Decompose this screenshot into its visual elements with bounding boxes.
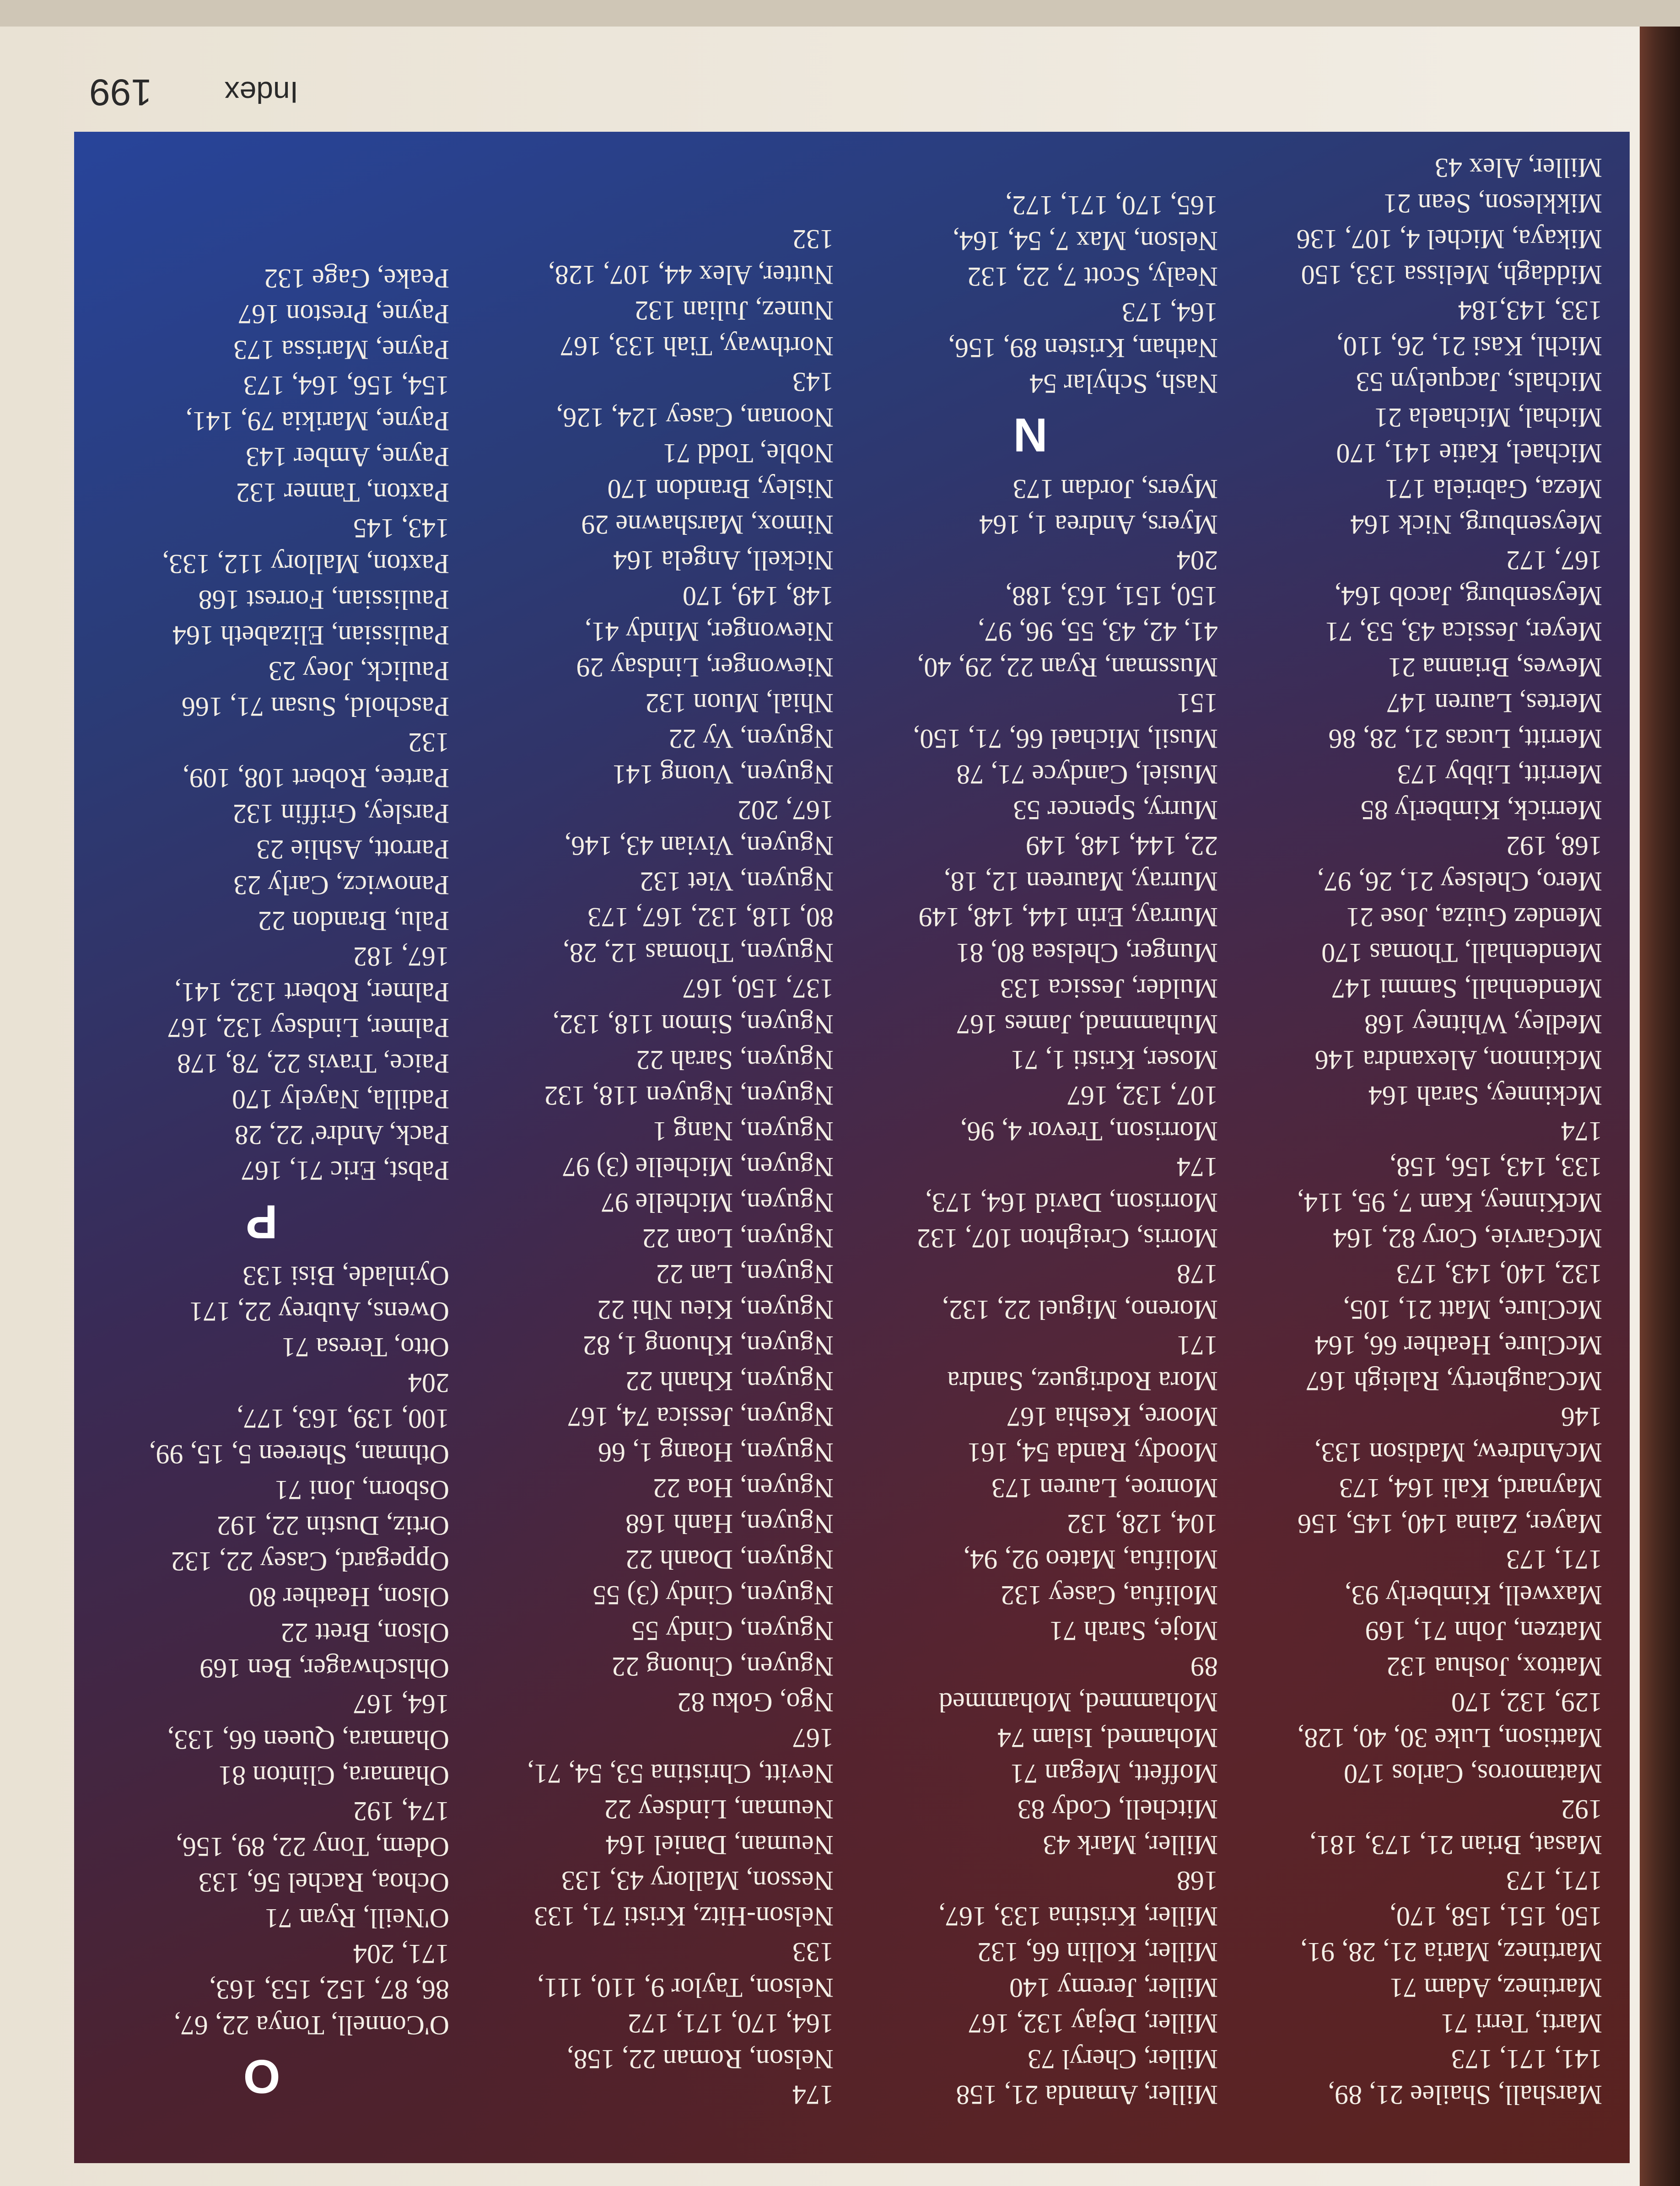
section-label: Index [224,75,298,109]
index-entry: Nguyen, Khuong 1, 82 [582,1330,834,1361]
index-entry: Nguyen, Michelle 97 [601,1188,834,1218]
index-entry: Payne, Preston 167 [238,299,449,329]
index-entry: 164, 167 [353,1689,449,1719]
index-entry: Mikaya, Michel 4, 107, 136 [1296,224,1602,254]
book-spine [1640,0,1680,2186]
index-entry: 167, 202 [738,795,834,825]
index-entry: Middagh, Melissa 133, 150 [1301,260,1602,290]
index-entry: Mero, Chelsey 21, 26, 97, [1317,867,1602,897]
index-entry: Murray, Erin 144, 148, 149 [918,902,1218,932]
index-column-1 [1227,150,1602,2113]
index-entry: Murray, Maureen 12, 18, [943,867,1218,897]
index-column-2 [843,188,1218,2113]
index-entry: Neuman, Daniel 164 [605,1830,834,1860]
index-entry: Peake, Gage 132 [264,264,449,294]
index-entry: Maxwell, Kimberly 93, [1344,1580,1602,1610]
index-entry: Nealy, Scott 7, 22, 132 [967,262,1218,292]
index-entry: Mendenhall, Sammi 147 [1331,974,1602,1004]
index-entry: Meysenburg, Nick 164 [1350,510,1602,540]
index-entry: Payne, Marikia 79, 141, [185,406,449,436]
index-entry: Miller, Cheryl 73 [1028,2044,1218,2074]
index-entry: 80, 118, 132, 167, 173 [587,902,834,932]
index-entry: Muhammad, James 167 [956,1009,1218,1039]
index-entry: 129, 132, 170 [1451,1687,1602,1718]
index-entry: Martinez, Adam 71 [1389,1973,1602,2003]
index-entry: McAndrew, Madison 133, [1314,1438,1602,1468]
index-entry: Michl, Kasi 21, 26, 110, [1336,331,1602,361]
index-entry: 167, 172 [1506,545,1602,576]
index-column-4 [74,261,449,2113]
index-entry: 133, 143, 156, 158, [1389,1152,1602,1182]
index-entry: Musil, Michael 66, 71, 150, [913,724,1218,754]
index-entry: 151 [1177,688,1218,718]
index-entry: Mewes, Brianna 21 [1388,652,1602,683]
index-entry: Nguyen, Michelle (3) 97 [562,1152,834,1182]
index-entry: 171, 204 [353,1939,449,1969]
index-entry: Nelson-Hitz, Kristi 71, 133 [534,1901,834,1932]
index-entry: 132 [792,224,834,254]
index-entry: Matzen, John 71, 169 [1365,1616,1602,1646]
index-entry: Nguyen, Vy 22 [668,724,834,754]
index-entry: Mora Rodriguez, Sandra [947,1366,1218,1396]
index-entry: Niewonger, Lindsay 29 [576,652,834,683]
index-entry: Paschold, Susan 71, 166 [182,692,449,722]
index-entry: Mohammed, Mohammed [939,1687,1218,1718]
index-entry: McKinney, Kam 7, 95, 114, [1297,1188,1602,1218]
index-entry: Matamoros, Carlos 170 [1344,1759,1602,1789]
index-entry: Nutter, Alex 44, 107, 128, [548,260,834,290]
index-entry: 174 [1177,1152,1218,1182]
index-entry: Nguyen, Kieu Nhi 22 [597,1295,834,1325]
index-entry: Monroe, Lauren 173 [991,1473,1218,1503]
index-entry: Nickell, Angela 164 [613,545,834,576]
index-entry: 143, 145 [353,513,449,544]
index-entry: 168 [1177,1866,1218,1896]
index-entry: Merritt, Libby 173 [1397,759,1602,790]
index-entry: Noble, Todd 71 [662,438,834,468]
index-entry: Otto, Teresa 71 [281,1332,449,1362]
index-entry: Oppegard, Casey 22, 132 [171,1546,449,1577]
index-entry: Marti, Terri 71 [1441,2008,1602,2039]
index-entry: Nash, Schylar 54 [1029,369,1218,399]
index-entry: Parsley, Griffin 132 [232,799,449,829]
index-entry: 204 [408,1368,449,1398]
index-entry: Miller, Mark 43 [1043,1830,1218,1860]
index-entry: Marshall, Shailee 21, 89, [1328,2080,1602,2110]
index-entry: Mikkleson, Sean 21 [1383,188,1602,219]
index-entry: Merrick, Kimberly 85 [1360,795,1602,825]
index-entry: Mckinnon, Alexandra 146 [1314,1045,1602,1075]
index-entry: Nguyen, Thomas 12, 28, [562,938,834,968]
index-entry: Murry, Spencer 53 [1013,795,1218,825]
index-entry: Pabst, Eric 71, 167 [241,1156,449,1186]
index-entry: Mendenhall, Thomas 170 [1321,938,1602,968]
index-column-3 [458,221,834,2113]
index-entry: Mussman, Ryan 22, 29, 40, [917,652,1218,683]
index-entry: Palu, Brandon 22 [258,906,449,936]
index-entry: Moje, Sarah 71 [1049,1616,1218,1646]
index-entry: Morris, Creighton 107, 132 [916,1223,1218,1254]
index-entry: 133 [792,1937,834,1967]
index-entry: Nguyen, Chuong 22 [612,1652,834,1682]
index-entry: Partee, Robert 108, 109, [182,763,449,793]
index-entry: 154, 156, 164, 173 [243,371,449,401]
index-entry: 174 [792,2080,834,2110]
index-entry: Panowicz, Carly 23 [233,870,449,900]
index-entry: Medley, Whitney 168 [1364,1009,1602,1039]
index-entry: Payne, Amber 143 [246,442,449,472]
index-entry: Mattox, Joshua 132 [1386,1652,1602,1682]
index-entry: Othman, Shereen 5, 15, 99, [149,1439,449,1470]
index-entry: Ngo, Goku 82 [677,1687,834,1718]
index-entry: Nguyen, Cindy (3) 55 [592,1580,834,1610]
index-entry: Paulissian, Forrest 168 [198,585,449,615]
index-entry: Masat, Brian 21, 173, 181, [1309,1830,1602,1860]
index-section-letter: N [1013,408,1048,461]
index-entry: 107, 132, 167 [1067,1081,1218,1111]
index-entry: Ohamara, Clinton 81 [218,1761,449,1791]
index-entry: 171, 173 [1506,1866,1602,1896]
index-entry: McClure, Heather 66, 164 [1314,1330,1602,1361]
index-entry: Munger, Chelsea 80, 81 [956,938,1218,968]
index-entry: 86, 87, 152, 153, 163, [209,1975,449,2005]
index-entry: Owens, Aubrey 22, 171 [189,1297,449,1327]
index-entry: Ohamara, Queen 66, 133, [167,1725,449,1755]
index-entry: Ochoa, Rachel 56, 133 [198,1868,449,1898]
index-entry: Padilla, Nayely 170 [232,1084,449,1115]
index-entry: Ohlschwager, Ben 169 [199,1653,449,1684]
index-entry: Nunez, Julian 132 [635,296,834,326]
page-footer [42,63,298,113]
index-entry: Nathan, Kristen 89, 156, [948,333,1218,363]
index-entry: Nelson, Taylor 9, 110, 111, [537,1973,834,2003]
index-entry: Michal, Michaela 21 [1374,403,1602,433]
index-entry: Palmer, Robert 132, 141, [174,977,449,1007]
index-entry: 167, 182 [353,942,449,972]
index-entry: Moreno, Miguel 22, 132, [942,1295,1218,1325]
index-entry: Molifua, Casey 132 [1001,1580,1218,1610]
index-entry: 174, 192 [353,1796,449,1826]
index-entry: Niewonger, Mindy 41, [584,617,834,647]
index-entry: 137, 150, 167 [683,974,834,1004]
index-entry: Paice, Travis 22, 78, 178 [177,1049,449,1079]
index-entry: Molifua, Mateo 92, 94, [963,1545,1218,1575]
index-entry: 133, 143,184 [1458,296,1602,326]
index-entry: 164, 173 [1122,297,1218,328]
index-entry: Mattison, Luke 30, 40, 128, [1297,1723,1602,1753]
index-entry: Nguyen, Khanh 22 [625,1366,834,1396]
index-entry: Paxton, Tanner 132 [236,478,449,508]
index-entry: 132, 140, 143, 173 [1396,1259,1602,1289]
index-entry: O'Neill, Ryan 71 [264,1903,449,1933]
index-entry: Myers, Andrea 1, 164 [979,510,1218,540]
index-entry: 178 [1177,1259,1218,1289]
index-entry: 171 [1177,1330,1218,1361]
index-panel [74,132,1630,2163]
index-entry: Oyinlade, Bisi 133 [242,1261,449,1291]
index-entry: Payne, Marissa 173 [233,335,449,365]
index-entry: Miller, Kollin 66, 132 [977,1937,1218,1967]
index-entry: Nguyen, Nang 1 [653,1116,834,1147]
index-entry: Nelson, Max 7, 54, 164, [953,226,1218,256]
index-entry: Mertes, Lauren 147 [1386,688,1602,718]
index-entry: Paulick, Joey 23 [269,656,449,686]
index-entry: 22, 144, 148, 149 [1026,831,1218,861]
index-entry: Miller, Dejay 132, 167 [968,2008,1218,2039]
index-entry: Northway, Tiah 133, 167 [560,331,834,361]
index-entry: Nguyen, Jessica 74, 167 [567,1402,834,1432]
index-entry: Nhial, Muon 132 [645,688,834,718]
index-entry: Michael, Katie 141, 170 [1336,438,1602,468]
page-number: 199 [89,71,152,113]
index-entry: 148, 149, 170 [683,581,834,611]
index-entry: Myers, Jordan 173 [1012,474,1218,504]
index-entry: Miller, Alex 43 [1435,153,1602,183]
index-entry: 143 [792,367,834,397]
index-entry: Nevitt, Christina 53, 54, 71, [527,1759,834,1789]
index-entry: Merritt, Lucas 21, 28, 86 [1328,724,1602,754]
index-entry: Neuman, Lindsey 22 [604,1794,834,1825]
index-section-letter: P [246,1195,278,1248]
index-entry: Nguyen, Simon 118, 132, [552,1009,834,1039]
index-entry: 167 [792,1723,834,1753]
index-entry: Nimox, Marshawne 29 [581,510,834,540]
index-entry: Nguyen, Cindy 55 [631,1616,834,1646]
index-entry: Parrott, Ashlie 23 [256,835,449,865]
index-entry: 174 [1561,1116,1602,1147]
index-entry: Nelson, Roman 22, 158, [566,2044,834,2074]
index-entry: Nguyen, Loan 22 [642,1223,834,1254]
index-entry: Nguyen, Sarah 22 [636,1045,834,1075]
index-entry: Nguyen, Viet 132 [640,867,834,897]
index-entry: Mohamed, Islam 74 [997,1723,1218,1753]
index-entry: 192 [1561,1794,1602,1825]
index-entry: Paulissian, Elizabeth 164 [172,620,449,651]
index-entry: Nguyen, Nguyen 118, 132 [544,1081,834,1111]
index-entry: 146 [1561,1402,1602,1432]
index-entry: Miller, Jeremy 140 [1009,1973,1218,2003]
index-entry: Miller, Amanda 21, 158 [956,2080,1218,2110]
index-entry: Nguyen, Vuong 141 [612,759,834,790]
index-entry: 141, 171, 173 [1451,2044,1602,2074]
index-entry: Nguyen, Lan 22 [656,1259,834,1289]
index-entry: Nesson, Mallory 43, 133 [561,1866,834,1896]
index-entry: Mayer, Zaina 140, 145, 156 [1298,1509,1602,1539]
index-entry: Nguyen, Doanh 22 [625,1545,834,1575]
index-entry: McClure, Matt 21, 105, [1343,1295,1602,1325]
index-entry: Palmer, Lindsey 132, 167 [167,1013,449,1043]
index-entry: Moore, Keshia 167 [1007,1402,1218,1432]
index-entry: Nguyen, Hoa 22 [653,1473,834,1503]
index-entry: Meyer, Jessica 43, 53, 71 [1325,617,1602,647]
index-entry: 89 [1190,1652,1218,1682]
index-entry: Nguyen, Hanh 168 [625,1509,834,1539]
index-entry: Odem, Tony 22, 89, 156, [175,1832,449,1862]
index-entry: 132 [408,727,449,758]
index-entry: Musiel, Candyce 71, 78 [956,759,1218,790]
index-entry: Pack, Andre' 22, 28 [234,1120,449,1150]
page-edge-strip [0,0,1680,27]
index-entry: Martinez, Maria 21, 28, 91, [1300,1937,1602,1967]
index-entry: Moffett, Megan 71 [1010,1759,1218,1789]
index-entry: O'Connell, Tonya 22, 67, [173,2010,449,2041]
index-entry: Nguyen, Hoang 1, 66 [598,1438,834,1468]
index-entry: Meysenburg, Jacob 164, [1334,581,1602,611]
index-entry: Ortiz, Dustin 22, 192 [216,1511,449,1541]
index-entry: Mckinney, Sarah 164 [1368,1081,1602,1111]
index-entry: Olson, Brett 22 [280,1618,449,1648]
index-entry: Mulder, Jessica 133 [1000,974,1218,1004]
index-entry: Mendez Guiza, Jose 21 [1346,902,1602,932]
index-entry: Morrison, David 164, 173, [925,1188,1218,1218]
index-entry: 41, 42, 43, 55, 96, 97, [978,617,1218,647]
index-entry: Noonan, Casey 124, 126, [556,403,834,433]
index-entry: Maynard, Kali 164, 173 [1339,1473,1602,1503]
index-entry: 204 [1177,545,1218,576]
index-entry: 168, 192 [1506,831,1602,861]
index-entry: 150, 151, 163, 188, [1005,581,1218,611]
index-section-letter: O [243,2050,280,2103]
index-entry: Mitchell, Cody 83 [1017,1794,1218,1825]
index-entry: Olson, Heather 80 [248,1582,449,1612]
index-entry: Morrison, Trevor 4, 96, [960,1116,1218,1147]
index-entry: Nisley, Brandon 170 [607,474,834,504]
index-entry: Miller, Kristina 133, 167, [938,1901,1218,1932]
index-entry: Nguyen, Vivian 43, 146, [564,831,834,861]
index-entry: Michals, Jacquelyn 53 [1356,367,1602,397]
index-entry: 164, 170, 171, 172 [628,2008,834,2039]
index-entry: Osborn, Joni 71 [275,1475,449,1505]
index-entry: McCaugherty, Raleigh 167 [1306,1366,1602,1396]
index-entry: Meza, Gabriela 171 [1385,474,1602,504]
index-entry: 171, 173 [1506,1545,1602,1575]
index-entry: 150, 151, 158, 170, [1389,1901,1602,1932]
index-entry: 165, 170, 171, 172, [1005,190,1218,221]
index-entry: McGarvie, Cory 82, 164 [1333,1223,1602,1254]
index-entry: 104, 128, 132 [1067,1509,1218,1539]
index-entry: 100, 139, 163, 177, [237,1404,449,1434]
index-entry: Paxton, Mallory 112, 133, [162,549,449,579]
index-entry: Moser, Kristi 1, 71 [1011,1045,1218,1075]
index-entry: Moody, Randa 54, 161 [967,1438,1218,1468]
